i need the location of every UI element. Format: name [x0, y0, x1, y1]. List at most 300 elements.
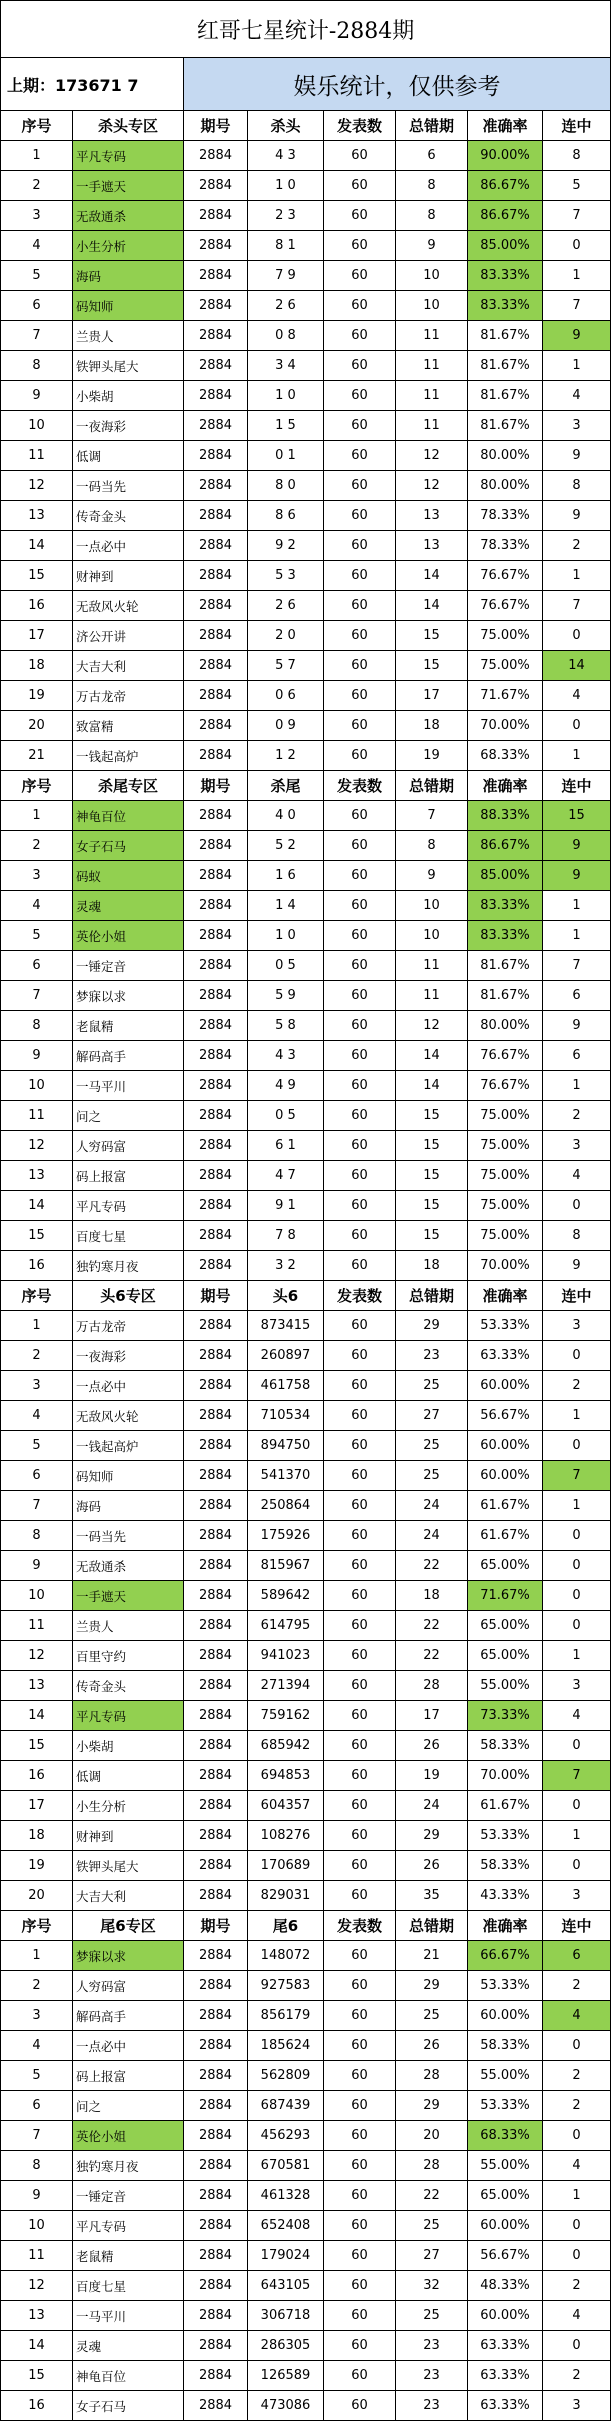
accuracy-rate: 68.33% — [468, 2121, 543, 2151]
accuracy-rate: 76.67% — [468, 1071, 543, 1101]
value-header: 尾6 — [248, 1911, 324, 1941]
errors-header: 总错期 — [396, 1911, 468, 1941]
published-count: 60 — [324, 1761, 396, 1791]
accuracy-rate: 48.33% — [468, 2271, 543, 2301]
table-row — [1, 951, 611, 981]
table-row — [1, 1491, 611, 1521]
error-count: 8 — [396, 171, 468, 201]
streak-count: 6 — [543, 981, 611, 1011]
source-name: 铁钾头尾大 — [73, 351, 184, 381]
streak-count: 4 — [543, 2151, 611, 2181]
row-index: 1 — [1, 141, 73, 171]
row-index: 5 — [1, 261, 73, 291]
table-row — [1, 1941, 611, 1971]
pick-value: 541370 — [248, 1461, 324, 1491]
published-count: 60 — [324, 1731, 396, 1761]
published-count: 60 — [324, 261, 396, 291]
source-name: 码上报富 — [73, 2061, 184, 2091]
published-count: 60 — [324, 921, 396, 951]
streak-count: 7 — [543, 591, 611, 621]
error-count: 29 — [396, 2091, 468, 2121]
published-count: 60 — [324, 2361, 396, 2391]
published-count: 60 — [324, 381, 396, 411]
pick-value: 2 0 — [248, 621, 324, 651]
published-count: 60 — [324, 2151, 396, 2181]
accuracy-rate: 81.67% — [468, 381, 543, 411]
period-number: 2884 — [184, 1251, 248, 1281]
error-count: 24 — [396, 1491, 468, 1521]
published-count: 60 — [324, 291, 396, 321]
accuracy-rate: 53.33% — [468, 2091, 543, 2121]
streak-count: 0 — [543, 2211, 611, 2241]
streak-count: 15 — [543, 801, 611, 831]
streak-count: 1 — [543, 561, 611, 591]
error-count: 25 — [396, 2301, 468, 2331]
published-count: 60 — [324, 321, 396, 351]
error-count: 29 — [396, 1821, 468, 1851]
period-number: 2884 — [184, 591, 248, 621]
error-count: 7 — [396, 801, 468, 831]
row-index: 9 — [1, 381, 73, 411]
accuracy-rate: 70.00% — [468, 711, 543, 741]
table-row — [1, 1701, 611, 1731]
table-row — [1, 2331, 611, 2361]
period-number: 2884 — [184, 1431, 248, 1461]
streak-count: 1 — [543, 351, 611, 381]
period-number: 2884 — [184, 1311, 248, 1341]
streak-count: 0 — [543, 1791, 611, 1821]
source-name: 一手遮天 — [73, 171, 184, 201]
accuracy-rate: 61.67% — [468, 1491, 543, 1521]
error-count: 32 — [396, 2271, 468, 2301]
period-number: 2884 — [184, 441, 248, 471]
accuracy-rate: 60.00% — [468, 2301, 543, 2331]
streak-count: 0 — [543, 2241, 611, 2271]
table-row — [1, 2211, 611, 2241]
source-name: 传奇金头 — [73, 1671, 184, 1701]
source-name: 小柴胡 — [73, 1731, 184, 1761]
source-name: 一码当先 — [73, 1521, 184, 1551]
table-row — [1, 2241, 611, 2271]
source-name: 济公开讲 — [73, 621, 184, 651]
accuracy-rate: 78.33% — [468, 531, 543, 561]
table-row — [1, 531, 611, 561]
row-index: 6 — [1, 1461, 73, 1491]
row-index: 4 — [1, 891, 73, 921]
last-draw-label: 上期：173671 7 — [1, 58, 184, 111]
published-count: 60 — [324, 1641, 396, 1671]
streak-count: 4 — [543, 681, 611, 711]
period-number: 2884 — [184, 2391, 248, 2421]
error-count: 19 — [396, 741, 468, 771]
error-count: 13 — [396, 501, 468, 531]
streak-count: 9 — [543, 441, 611, 471]
error-count: 11 — [396, 981, 468, 1011]
row-index: 1 — [1, 801, 73, 831]
published-count: 60 — [324, 1161, 396, 1191]
pick-value: 8 6 — [248, 501, 324, 531]
row-index: 3 — [1, 201, 73, 231]
source-name: 兰贵人 — [73, 321, 184, 351]
period-number: 2884 — [184, 2181, 248, 2211]
period-number: 2884 — [184, 531, 248, 561]
source-name: 英伦小姐 — [73, 921, 184, 951]
streak-count: 4 — [543, 1161, 611, 1191]
source-name: 神龟百位 — [73, 2361, 184, 2391]
period-header: 期号 — [184, 111, 248, 141]
accuracy-rate: 86.67% — [468, 201, 543, 231]
row-index: 10 — [1, 1581, 73, 1611]
period-number: 2884 — [184, 1851, 248, 1881]
source-name: 一马平川 — [73, 1071, 184, 1101]
pick-value: 829031 — [248, 1881, 324, 1911]
pick-value: 185624 — [248, 2031, 324, 2061]
source-name: 无敌风火轮 — [73, 591, 184, 621]
pick-value: 250864 — [248, 1491, 324, 1521]
published-count: 60 — [324, 1821, 396, 1851]
published-count: 60 — [324, 2061, 396, 2091]
error-count: 23 — [396, 2331, 468, 2361]
table-row — [1, 2031, 611, 2061]
published-count: 60 — [324, 411, 396, 441]
accuracy-rate: 75.00% — [468, 1161, 543, 1191]
published-count: 60 — [324, 351, 396, 381]
row-index: 11 — [1, 1611, 73, 1641]
accuracy-rate: 71.67% — [468, 1581, 543, 1611]
published-count: 60 — [324, 2031, 396, 2061]
error-count: 18 — [396, 1581, 468, 1611]
streak-count: 1 — [543, 261, 611, 291]
pick-value: 2 3 — [248, 201, 324, 231]
error-count: 27 — [396, 1401, 468, 1431]
pick-value: 7 9 — [248, 261, 324, 291]
error-count: 9 — [396, 231, 468, 261]
accuracy-rate: 71.67% — [468, 681, 543, 711]
table-row — [1, 171, 611, 201]
table-row — [1, 1251, 611, 1281]
row-index: 16 — [1, 2391, 73, 2421]
period-number: 2884 — [184, 1491, 248, 1521]
accuracy-rate: 55.00% — [468, 2151, 543, 2181]
error-count: 22 — [396, 1641, 468, 1671]
errors-header: 总错期 — [396, 771, 468, 801]
period-number: 2884 — [184, 1101, 248, 1131]
table-row — [1, 561, 611, 591]
table-row — [1, 411, 611, 441]
row-index: 18 — [1, 651, 73, 681]
source-name: 财神到 — [73, 561, 184, 591]
published-count: 60 — [324, 171, 396, 201]
streak-count: 2 — [543, 2061, 611, 2091]
published-count: 60 — [324, 1491, 396, 1521]
row-index: 21 — [1, 741, 73, 771]
row-index: 10 — [1, 2211, 73, 2241]
row-index: 2 — [1, 831, 73, 861]
value-header: 杀头 — [248, 111, 324, 141]
accuracy-rate: 85.00% — [468, 231, 543, 261]
source-name: 小生分析 — [73, 231, 184, 261]
value-header: 杀尾 — [248, 771, 324, 801]
streak-count: 1 — [543, 1401, 611, 1431]
streak-count: 4 — [543, 1701, 611, 1731]
accuracy-rate: 73.33% — [468, 1701, 543, 1731]
row-index: 5 — [1, 2061, 73, 2091]
period-number: 2884 — [184, 2301, 248, 2331]
accuracy-rate: 65.00% — [468, 1641, 543, 1671]
table-row — [1, 1131, 611, 1161]
accuracy-rate: 60.00% — [468, 1461, 543, 1491]
value-header: 头6 — [248, 1281, 324, 1311]
published-count: 60 — [324, 501, 396, 531]
accuracy-rate: 63.33% — [468, 2331, 543, 2361]
error-count: 27 — [396, 2241, 468, 2271]
error-count: 21 — [396, 1941, 468, 1971]
row-index: 12 — [1, 1131, 73, 1161]
accuracy-rate: 75.00% — [468, 1131, 543, 1161]
period-number: 2884 — [184, 2271, 248, 2301]
error-count: 19 — [396, 1761, 468, 1791]
pick-value: 4 0 — [248, 801, 324, 831]
pick-value: 306718 — [248, 2301, 324, 2331]
accuracy-rate: 80.00% — [468, 471, 543, 501]
table-row — [1, 1791, 611, 1821]
source-name: 小柴胡 — [73, 381, 184, 411]
error-count: 25 — [396, 1431, 468, 1461]
pick-value: 927583 — [248, 1971, 324, 2001]
error-count: 9 — [396, 861, 468, 891]
published-count: 60 — [324, 1521, 396, 1551]
period-number: 2884 — [184, 471, 248, 501]
pick-value: 4 9 — [248, 1071, 324, 1101]
pick-value: 108276 — [248, 1821, 324, 1851]
error-count: 10 — [396, 891, 468, 921]
table-row — [1, 141, 611, 171]
pick-value: 614795 — [248, 1611, 324, 1641]
published-count: 60 — [324, 1671, 396, 1701]
accuracy-rate: 83.33% — [468, 921, 543, 951]
accuracy-header: 准确率 — [468, 111, 543, 141]
table-row — [1, 1191, 611, 1221]
source-name: 一点必中 — [73, 1371, 184, 1401]
source-name: 一马平川 — [73, 2301, 184, 2331]
source-name: 问之 — [73, 1101, 184, 1131]
pick-value: 461328 — [248, 2181, 324, 2211]
accuracy-header: 准确率 — [468, 1281, 543, 1311]
streak-count: 0 — [543, 711, 611, 741]
row-index: 5 — [1, 921, 73, 951]
period-number: 2884 — [184, 741, 248, 771]
error-count: 25 — [396, 1461, 468, 1491]
table-row — [1, 1881, 611, 1911]
pick-value: 5 2 — [248, 831, 324, 861]
period-number: 2884 — [184, 1941, 248, 1971]
published-count: 60 — [324, 2391, 396, 2421]
pick-value: 643105 — [248, 2271, 324, 2301]
accuracy-rate: 86.67% — [468, 171, 543, 201]
published-count: 60 — [324, 471, 396, 501]
source-name: 大吉大利 — [73, 1881, 184, 1911]
accuracy-rate: 70.00% — [468, 1251, 543, 1281]
source-name: 百度七星 — [73, 1221, 184, 1251]
pick-value: 589642 — [248, 1581, 324, 1611]
period-number: 2884 — [184, 1011, 248, 1041]
error-count: 28 — [396, 2061, 468, 2091]
row-index: 12 — [1, 471, 73, 501]
published-count: 60 — [324, 2121, 396, 2151]
period-number: 2884 — [184, 1551, 248, 1581]
error-count: 24 — [396, 1791, 468, 1821]
period-number: 2884 — [184, 981, 248, 1011]
accuracy-rate: 63.33% — [468, 1341, 543, 1371]
accuracy-rate: 86.67% — [468, 831, 543, 861]
period-number: 2884 — [184, 141, 248, 171]
period-number: 2884 — [184, 2121, 248, 2151]
published-count: 60 — [324, 1971, 396, 2001]
streak-count: 1 — [543, 1491, 611, 1521]
zone-header: 杀尾专区 — [73, 771, 184, 801]
table-row — [1, 831, 611, 861]
published-count: 60 — [324, 861, 396, 891]
period-header: 期号 — [184, 1281, 248, 1311]
pick-value: 473086 — [248, 2391, 324, 2421]
accuracy-rate: 56.67% — [468, 1401, 543, 1431]
source-name: 致富精 — [73, 711, 184, 741]
published-count: 60 — [324, 1191, 396, 1221]
table-row — [1, 1821, 611, 1851]
row-index: 2 — [1, 1341, 73, 1371]
accuracy-rate: 80.00% — [468, 441, 543, 471]
streak-count: 7 — [543, 1461, 611, 1491]
table-row — [1, 1521, 611, 1551]
table-row — [1, 2181, 611, 2211]
streak-count: 0 — [543, 1851, 611, 1881]
pick-value: 1 0 — [248, 381, 324, 411]
pick-value: 0 6 — [248, 681, 324, 711]
streak-count: 1 — [543, 741, 611, 771]
table-row — [1, 981, 611, 1011]
published-count: 60 — [324, 1251, 396, 1281]
table-row — [1, 1581, 611, 1611]
period-number: 2884 — [184, 1521, 248, 1551]
row-index: 4 — [1, 1401, 73, 1431]
accuracy-rate: 85.00% — [468, 861, 543, 891]
streak-count: 6 — [543, 1941, 611, 1971]
pick-value: 1 5 — [248, 411, 324, 441]
streak-count: 3 — [543, 1881, 611, 1911]
streak-header: 连中 — [543, 1281, 611, 1311]
section-header-row — [1, 1911, 611, 1941]
row-index: 2 — [1, 1971, 73, 2001]
streak-count: 6 — [543, 1041, 611, 1071]
table-row — [1, 1371, 611, 1401]
period-header: 期号 — [184, 1911, 248, 1941]
error-count: 26 — [396, 2031, 468, 2061]
published-count: 60 — [324, 1101, 396, 1131]
source-name: 女子石马 — [73, 2391, 184, 2421]
period-number: 2884 — [184, 1341, 248, 1371]
table-row — [1, 621, 611, 651]
row-index: 13 — [1, 1161, 73, 1191]
table-row — [1, 381, 611, 411]
published-count: 60 — [324, 1131, 396, 1161]
error-count: 17 — [396, 1701, 468, 1731]
source-name: 梦寐以求 — [73, 1941, 184, 1971]
accuracy-rate: 68.33% — [468, 741, 543, 771]
accuracy-rate: 58.33% — [468, 1851, 543, 1881]
row-index: 8 — [1, 351, 73, 381]
error-count: 14 — [396, 1071, 468, 1101]
period-number: 2884 — [184, 861, 248, 891]
streak-count: 4 — [543, 381, 611, 411]
error-count: 15 — [396, 1191, 468, 1221]
accuracy-rate: 81.67% — [468, 951, 543, 981]
period-number: 2884 — [184, 1071, 248, 1101]
streak-count: 8 — [543, 471, 611, 501]
published-count: 60 — [324, 1341, 396, 1371]
table-row — [1, 1401, 611, 1431]
period-number: 2884 — [184, 1731, 248, 1761]
table-row — [1, 2061, 611, 2091]
source-name: 一码当先 — [73, 471, 184, 501]
streak-count: 7 — [543, 951, 611, 981]
published-header: 发表数 — [324, 1281, 396, 1311]
streak-count: 9 — [543, 501, 611, 531]
pick-value: 873415 — [248, 1311, 324, 1341]
pick-value: 894750 — [248, 1431, 324, 1461]
error-count: 8 — [396, 831, 468, 861]
error-count: 23 — [396, 2361, 468, 2391]
period-number: 2884 — [184, 351, 248, 381]
row-index: 19 — [1, 1851, 73, 1881]
pick-value: 604357 — [248, 1791, 324, 1821]
accuracy-rate: 63.33% — [468, 2391, 543, 2421]
accuracy-rate: 55.00% — [468, 2061, 543, 2091]
pick-value: 2 6 — [248, 591, 324, 621]
source-name: 海码 — [73, 1491, 184, 1521]
row-index: 1 — [1, 1941, 73, 1971]
period-number: 2884 — [184, 2241, 248, 2271]
index-header: 序号 — [1, 1281, 73, 1311]
pick-value: 271394 — [248, 1671, 324, 1701]
accuracy-rate: 63.33% — [468, 2361, 543, 2391]
source-name: 低调 — [73, 441, 184, 471]
table-row — [1, 1641, 611, 1671]
streak-count: 2 — [543, 1971, 611, 2001]
table-row — [1, 2091, 611, 2121]
period-number: 2884 — [184, 381, 248, 411]
zone-header: 头6专区 — [73, 1281, 184, 1311]
row-index: 15 — [1, 2361, 73, 2391]
published-count: 60 — [324, 1371, 396, 1401]
error-count: 18 — [396, 711, 468, 741]
published-count: 60 — [324, 1551, 396, 1581]
streak-count: 2 — [543, 2271, 611, 2301]
source-name: 一手遮天 — [73, 1581, 184, 1611]
error-count: 35 — [396, 1881, 468, 1911]
period-number: 2884 — [184, 1641, 248, 1671]
pick-value: 179024 — [248, 2241, 324, 2271]
source-name: 一点必中 — [73, 2031, 184, 2061]
row-index: 8 — [1, 2151, 73, 2181]
published-count: 60 — [324, 651, 396, 681]
streak-count: 0 — [543, 1611, 611, 1641]
error-count: 11 — [396, 411, 468, 441]
row-index: 1 — [1, 1311, 73, 1341]
table-row — [1, 651, 611, 681]
pick-value: 1 0 — [248, 171, 324, 201]
section-header-row — [1, 771, 611, 801]
source-name: 无敌通杀 — [73, 1551, 184, 1581]
